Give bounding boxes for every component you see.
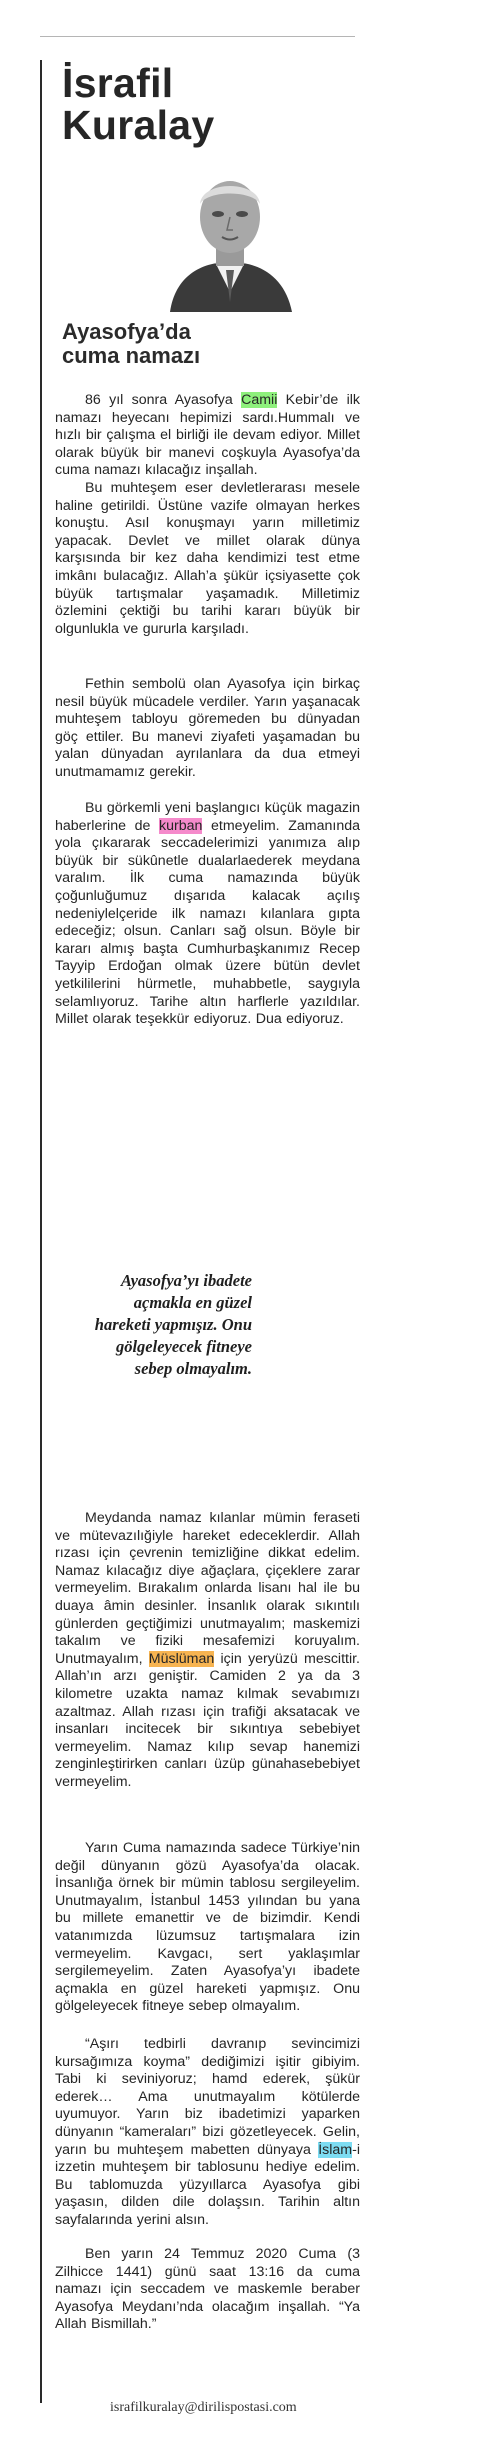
paragraph-6: Yarın Cuma namazında sadece Türkiye’nin değil dünyanın gözü Ayasofya’da olacak. İnsanlığa örnek bir mümin tablosu sergileyelim. Unutmayalım, İstanbul 1453 yılından bu yana bu millete emanettir ve de bizimdir. Kendi vatanımızda lüzumsuz tartışmalara izin vermeyelim. Kavgacı, sert yaklaşımlar sergilemeyelim. Zaten Ayasofya’yı ibadete açmakla en güzel hareketi yapmışız. Onu gölgeleyecek fitneye sebep olmayalım. [55, 1840, 360, 2015]
paragraph-8: Ben yarın 24 Temmuz 2020 Cuma (3 Zilhicce 1441) günü saat 13:16 da cuma namazı için seccadem ve maskemle beraber Ayasofya Meydanı’nda olacağım inşallah. “Ya Allah Bismillah.” [55, 2246, 360, 2333]
paragraph-7-text-b: -i izzetin muhteşem bir tablosunu hediye edelim. Bu tablomuzda yüzyıllarca Ayasofya gibi yaşasın, dilden dile dolaşsın. Tarihin altın sayfalarında yerini alsın. [55, 2141, 360, 2228]
highlight-camii: Camii [241, 392, 278, 408]
pull-quote: Ayasofya’yı ibadete açmakla en güzel hareketi yapmışız. Onu gölgeleyecek fitneye sebep olmayalım. [94, 1271, 252, 1378]
author-email: israfilkuralay@dirilispostasi.com [110, 2400, 297, 2415]
paragraph-4 [55, 800, 360, 1029]
highlight-kurban: kurban [159, 817, 203, 834]
author-last-name: Kuralay [62, 102, 215, 148]
highlight-musluman: Müslüman [148, 1650, 215, 1667]
paragraph-1-text-b: Kebir’de ilk namazı heyecanı hepimizi sardı.Hummalı ve hızlı bir çalışma el birliği ile devam ediyor. Millet olarak büyük bir manevi coşkuyla Ayasofya’da cuma namazı kılacağız inşallah. [55, 392, 360, 479]
highlight-islam: İslam [318, 2141, 353, 2158]
paragraph-2: Bu muhteşem eser devletlerarası mesele haline getirildi. Üstüne vazife olmayan herkes konuştu. Asıl konuşmayı yarın milletimiz yapacak. Devlet ve millet olarak dünya karşısında bir kez daha kendimizi test etme imkânı bulacağız. Allah’a şükür içsiyasette çok büyük tartışmalar yaşamadık. Milletimiz özlemini çektiği bu tarihi kararı büyük bir olgunlukla ve gururla karşıladı. [55, 480, 360, 637]
paragraph-4-text-b: etmeyelim. Zamanında yola çıkararak seccadelerimizi yanımıza alıp büyük bir sükûnetle dualarlaederek meydana varalım. İlk cuma namazında büyük çoğunluğumuz dışarıda kalacak açılış nedeniylelçeride ilk namazı kılanlara gıpta edeceğiz; olsun. Canları sağ olsun. Böyle bir kararı almış başta Cumhurbaşkanımız Recep Tayyip Erdoğan olmak üzere bütün devlet yetkililerini hürmetle, muhabbetle, saygıyla selamlıyoruz. Tarihe altın harflerle yazıldılar. Millet olarak teşekkür ediyoruz. Dua ediyoruz. [55, 817, 360, 1028]
author-photo [160, 162, 300, 312]
author-name [62, 62, 262, 146]
article-title [62, 320, 322, 368]
left-column-rule [40, 60, 42, 2403]
author-first-name: İsrafil [62, 60, 174, 106]
paragraph-4-text-a: Bu görkemli yeni başlangıcı küçük magazin haberlerine de [55, 800, 360, 834]
paragraph-1-text-a: 86 yıl sonra Ayasofya [85, 392, 242, 408]
paragraph-7-text-a: “Aşırı tedbirli davranıp sevincimizi kursağımıza koyma” dediğimizi işitir gibiyim. Tabi ki seviniyoruz; hamd ederek, şükür ederek… Ama unutmayalım kötülerde uyumuyor. Yarın biz ibadetimizi yaparken dünyanın “kameraları” bizi gözetleyecek. Gelin, yarın bu muhteşem mabetten dünyaya [55, 2036, 360, 2158]
paragraph-5-text-b: için yeryüzü mescittir. Allah’ın arzı geniştir. Camiden 2 ya da 3 kilometre uzakta namaz kılmak sevabımızı azaltmaz. Allah rızası için trafiği aksatacak ve insanları incitecek bir sıkıntıya sebebiyet vermeyelim. Namaz kılıp sevap hanemizi zenginleştirirken canları üzüp günahasebebiyet vermeyelim. [55, 1650, 360, 1790]
article-title-line-1: Ayasofya’da [62, 319, 191, 344]
top-divider [40, 36, 355, 37]
paragraph-5 [55, 1510, 360, 1792]
paragraph-7 [55, 2036, 360, 2230]
article-title-line-2: cuma namazı [62, 343, 201, 368]
paragraph-1 [55, 392, 360, 480]
paragraph-5-text-a: Meydanda namaz kılanlar mümin feraseti ve mütevazılığiyle hareket edeceklerdir. Allah rızası için çevrenin temizliğine dikkat edelim. Namaz kılacağız diye ağaçlara, çiçeklere zarar vermeyelim. Bırakalım onlarda lisanı hal ile bu duaya âmin desinler. İnsanlık olarak sıkıntılı günlerden geçtiğimizi unutmayalım; maskemizi takalım ve fiziki mesafemizi koruyalım. Unutmayalım, [55, 1510, 360, 1667]
paragraph-3: Fethin sembolü olan Ayasofya için birkaç nesil büyük mücadele verdiler. Yarın yaşanacak muhteşem tabloyu göremeden bu dünyadan göç ettiler. Bu manevi ziyafeti yaşamadan bu yalan dünyadan ayrılanlara da dua etmeyi unutmamamız gerekir. [55, 676, 360, 780]
